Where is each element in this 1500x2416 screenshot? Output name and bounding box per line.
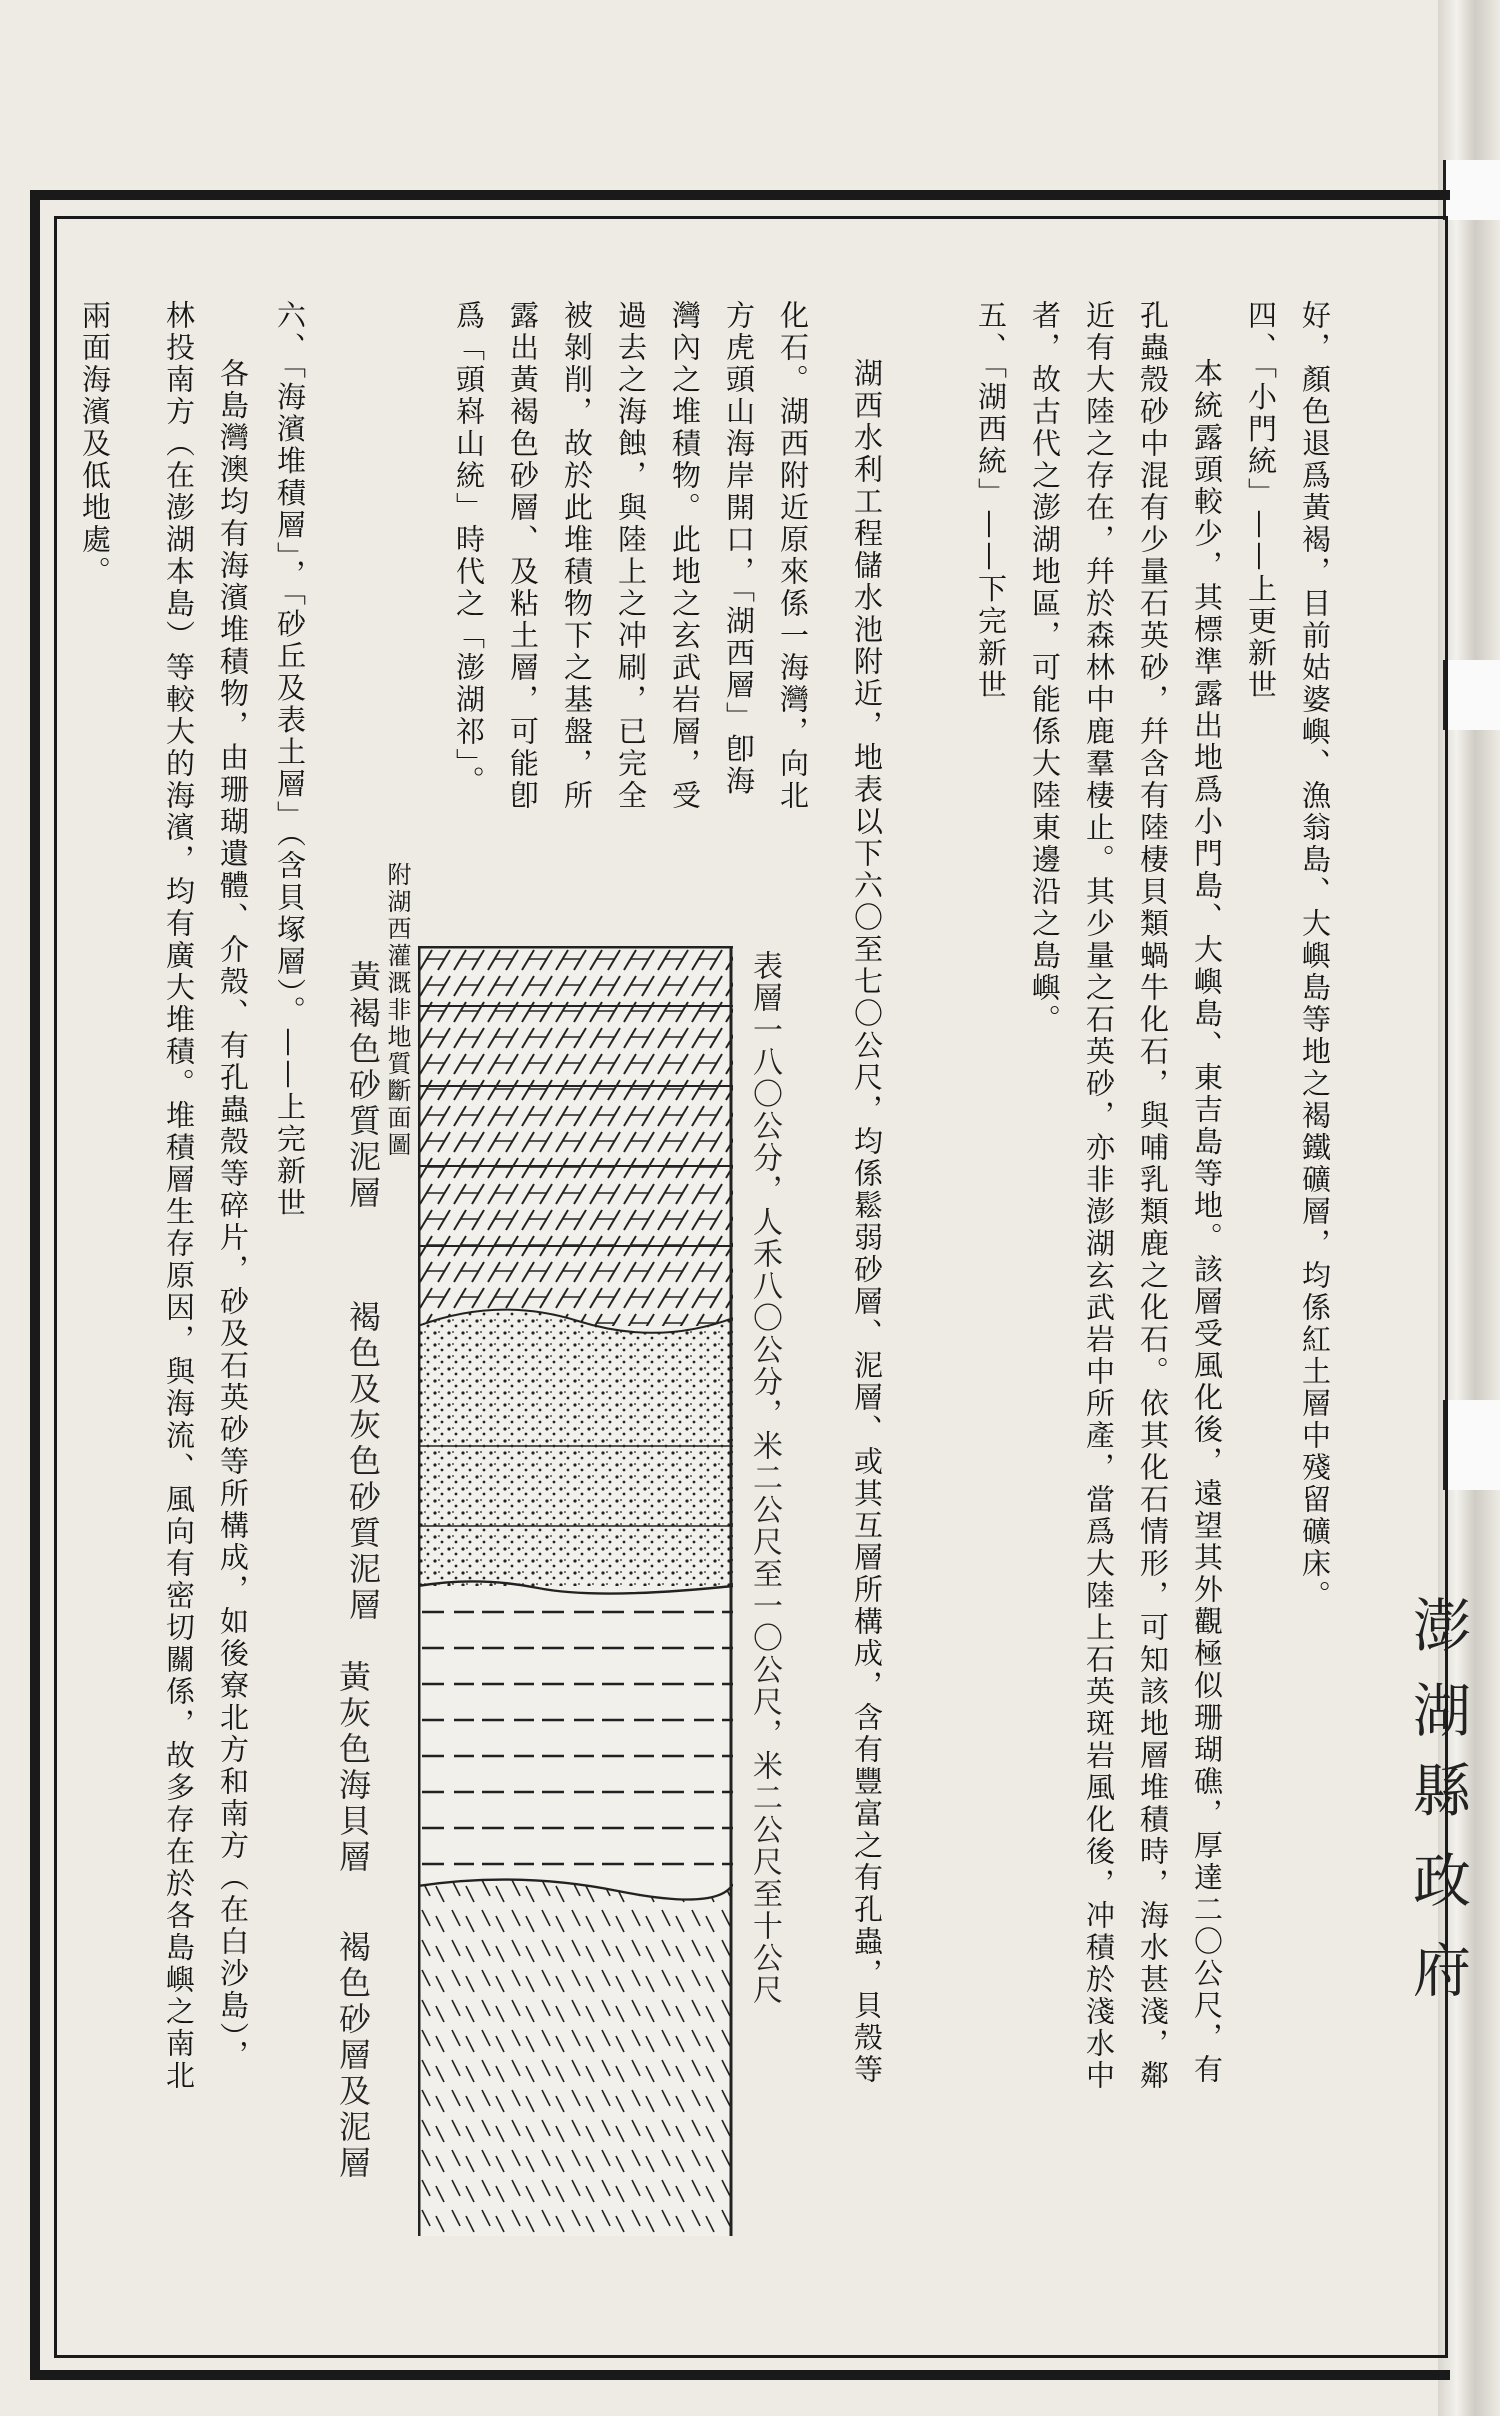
text-column: 者，故古代之澎湖地區，可能係大陸東邊沿之島嶼。 (1028, 300, 1062, 1036)
figure-caption: 附湖西灌溉非地質斷面圖 (383, 862, 411, 1159)
text-column: 過去之海蝕，與陸上之冲刷，已完全 (614, 300, 648, 812)
text-column: 孔蟲殼砂中混有少量石英砂，幷含有陸棲貝類蝸牛化石，與哺乳類鹿之化石。依其化石情形，可知該地層堆積時，海水甚淺，鄰 (1136, 300, 1170, 2092)
text-column: 灣內之堆積物。此地之玄武岩層，受 (668, 300, 702, 812)
edge-mark-3: 縣 (1403, 1760, 1471, 1822)
layer-2-shape (418, 1310, 733, 1586)
section-heading: 六、「海濱堆積層」，「砂丘及表土層」（含貝塚層）。——上完新世 (273, 300, 307, 1220)
text-column: 林投南方（在澎湖本島）等較大的海濱，均有廣大堆積。堆積層生存原因，與海流、風向有密切關係，故多存在於各島嶼之南北 (162, 300, 196, 2092)
layer-1-label: 黃褐色砂質泥層 (344, 960, 382, 1212)
layer-4-shape (418, 1880, 733, 2236)
text-column: 化石。湖西附近原來係一海灣，向北 (776, 300, 810, 812)
text-column: 兩面海濱及低地處。 (78, 300, 112, 588)
text-column: 被剝削，故於此堆積物下之基盤，所 (560, 300, 594, 812)
layer-2-label: 褐色及灰色砂質泥層 (344, 1300, 382, 1624)
edge-mark-4: 政 (1403, 1850, 1471, 1912)
layer-3-label: 黃灰色海貝層 (334, 1660, 372, 1876)
edge-tab-2 (1443, 660, 1500, 730)
text-column: 湖西水利工程儲水池附近，地表以下六〇至七〇公尺，均係鬆弱砂層、泥層、或其互層所構成，含有豐富之有孔蟲，貝殼等 (850, 358, 884, 2086)
geologic-section-figure (418, 946, 733, 2236)
frame-top-rule (30, 190, 1450, 200)
text-column: 方虎頭山海岸開口，「湖西層」卽海 (722, 300, 756, 798)
text-column: 好，顏色退爲黃褐，目前姑婆嶼、漁翁島、大嶼島等地之褐鐵礦層，均係紅土層中殘留礦床。 (1298, 300, 1332, 1612)
section-heading: 五、「湖西統」——下完新世 (974, 300, 1008, 702)
layer-4-label: 褐色砂層及泥層 (334, 1930, 372, 2182)
edge-mark-5: 府 (1403, 1940, 1471, 2002)
depth-annotation: 表層一八〇公分，人禾八〇公分，米二公尺至一〇公尺，米二公尺至十公尺 (747, 950, 782, 2006)
text-column: 近有大陸之存在，幷於森林中鹿羣棲止。其少量之石英砂，亦非澎湖玄武岩中所產，當爲大陸上石英斑岩風化後，冲積於淺水中 (1082, 300, 1116, 2092)
layer-1-shape (418, 946, 733, 1326)
layer-3-shape (418, 1586, 733, 1886)
text-column: 露出黃褐色砂層、及粘土層，可能卽 (506, 300, 540, 812)
section-heading: 四、「小門統」——上更新世 (1244, 300, 1278, 702)
edge-mark-1: 澎 (1403, 1595, 1471, 1657)
text-column: 本統露頭較少，其標準露出地爲小門島、大嶼島、東吉島等地。該層受風化後，遠望其外觀極似珊瑚礁，厚達二〇公尺，有 (1190, 358, 1224, 2086)
edge-mark-2: 湖 (1403, 1680, 1471, 1742)
frame-left-rule (30, 190, 40, 2380)
edge-tab-3 (1443, 1400, 1500, 1490)
text-column: 各島灣澳均有海濱堆積物，由珊瑚遺體、介殼、有孔蟲殼等碎片，砂及石英砂等所構成，如後寮北方和南方（在白沙島）， (216, 358, 250, 2072)
edge-tab-1 (1443, 160, 1500, 220)
frame-bottom-rule (30, 2370, 1450, 2380)
text-column: 爲「頭嵙山統」時代之「澎湖祁」。 (452, 300, 486, 798)
